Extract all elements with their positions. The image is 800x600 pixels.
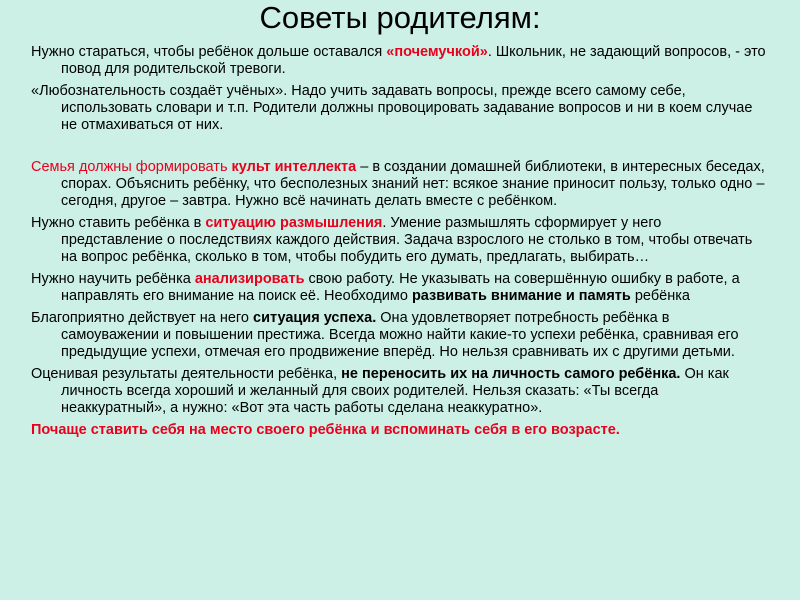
highlighted-text: ситуацию размышления bbox=[205, 215, 383, 231]
slide-content bbox=[31, 44, 766, 444]
paragraph-text: свою работу. Не указывать на совершённую ошибку в работе, а направлять его внимание на поиск её. Необходимо bbox=[61, 271, 740, 304]
paragraph-text: Она удовлетворяет потребность ребёнка в самоуважении и повышении престижа. Всегда можно найти какие-то успехи ребёнка, сравнивая его предыдущие успехи, отмечая его продвижение вперёд. Но нельзя сравнивать их с другими детьми. bbox=[61, 310, 739, 360]
paragraph-text: . Школьник, не задающий вопросов, - это повод для родительской тревоги. bbox=[61, 44, 766, 77]
paragraph-text: Нужно стараться, чтобы ребёнок дольше оставался bbox=[31, 44, 387, 60]
highlighted-text: не переносить их на личность самого ребёнка. bbox=[341, 366, 681, 382]
paragraph-text: «Любознательность создаёт учёных». Надо учить задавать вопросы, прежде всего самому себе, использовать словари и т.п. Родители должны провоцировать задавание вопросов и ни в коем случае не отмахиваться от них. bbox=[31, 83, 753, 133]
paragraph-text: Оценивая результаты деятельности ребёнка, bbox=[31, 366, 342, 382]
paragraph-text: Нужно ставить ребёнка в bbox=[31, 215, 206, 231]
highlighted-text: развивать внимание и память bbox=[411, 288, 631, 304]
advice-paragraph bbox=[31, 366, 766, 417]
advice-paragraph bbox=[31, 159, 766, 210]
advice-paragraph bbox=[31, 83, 766, 134]
paragraph-spacer bbox=[31, 139, 766, 159]
highlighted-text: анализировать bbox=[194, 271, 305, 287]
highlighted-text: культ интеллекта bbox=[231, 159, 357, 175]
highlighted-text: Почаще ставить себя на место своего ребёнка и вспоминать себя в его возрасте. bbox=[31, 422, 620, 438]
advice-paragraph bbox=[31, 44, 766, 78]
highlighted-text: «почемучкой» bbox=[386, 44, 488, 60]
paragraph-text: . Умение размышлять сформирует у него представление о последствиях каждого действия. Задача взрослого не столько в том, чтобы отвечать на вопрос ребёнка, сколько в том, чтобы побудить его думать, предлагать, выбирать… bbox=[61, 215, 753, 265]
paragraph-text: – в создании домашней библиотеки, в интересных беседах, спорах. Объяснить ребёнку, что бесполезных знаний нет: всякое знание приносит пользу, только одно – сегодня, другое – завтра. Нужно всё начинать делать вместе с ребёнком. bbox=[61, 159, 765, 209]
advice-paragraph bbox=[31, 215, 766, 266]
advice-paragraph bbox=[31, 422, 766, 439]
advice-paragraph bbox=[31, 310, 766, 361]
paragraph-text: Благоприятно действует на него bbox=[31, 310, 253, 326]
paragraph-text: ребёнка bbox=[630, 288, 690, 304]
highlighted-text: Семья должны формировать bbox=[31, 159, 232, 175]
advice-paragraph bbox=[31, 271, 766, 305]
highlighted-text: ситуация успеха. bbox=[253, 310, 377, 326]
paragraph-text: Нужно научить ребёнка bbox=[31, 271, 195, 287]
paragraph-text: Он как личность всегда хороший и желанный для своих родителей. Нельзя сказать: «Ты всегда неаккуратный», а нужно: «Вот эта часть работы сделана неаккуратно». bbox=[61, 366, 729, 416]
slide-title: Советы родителям: bbox=[259, 0, 541, 35]
